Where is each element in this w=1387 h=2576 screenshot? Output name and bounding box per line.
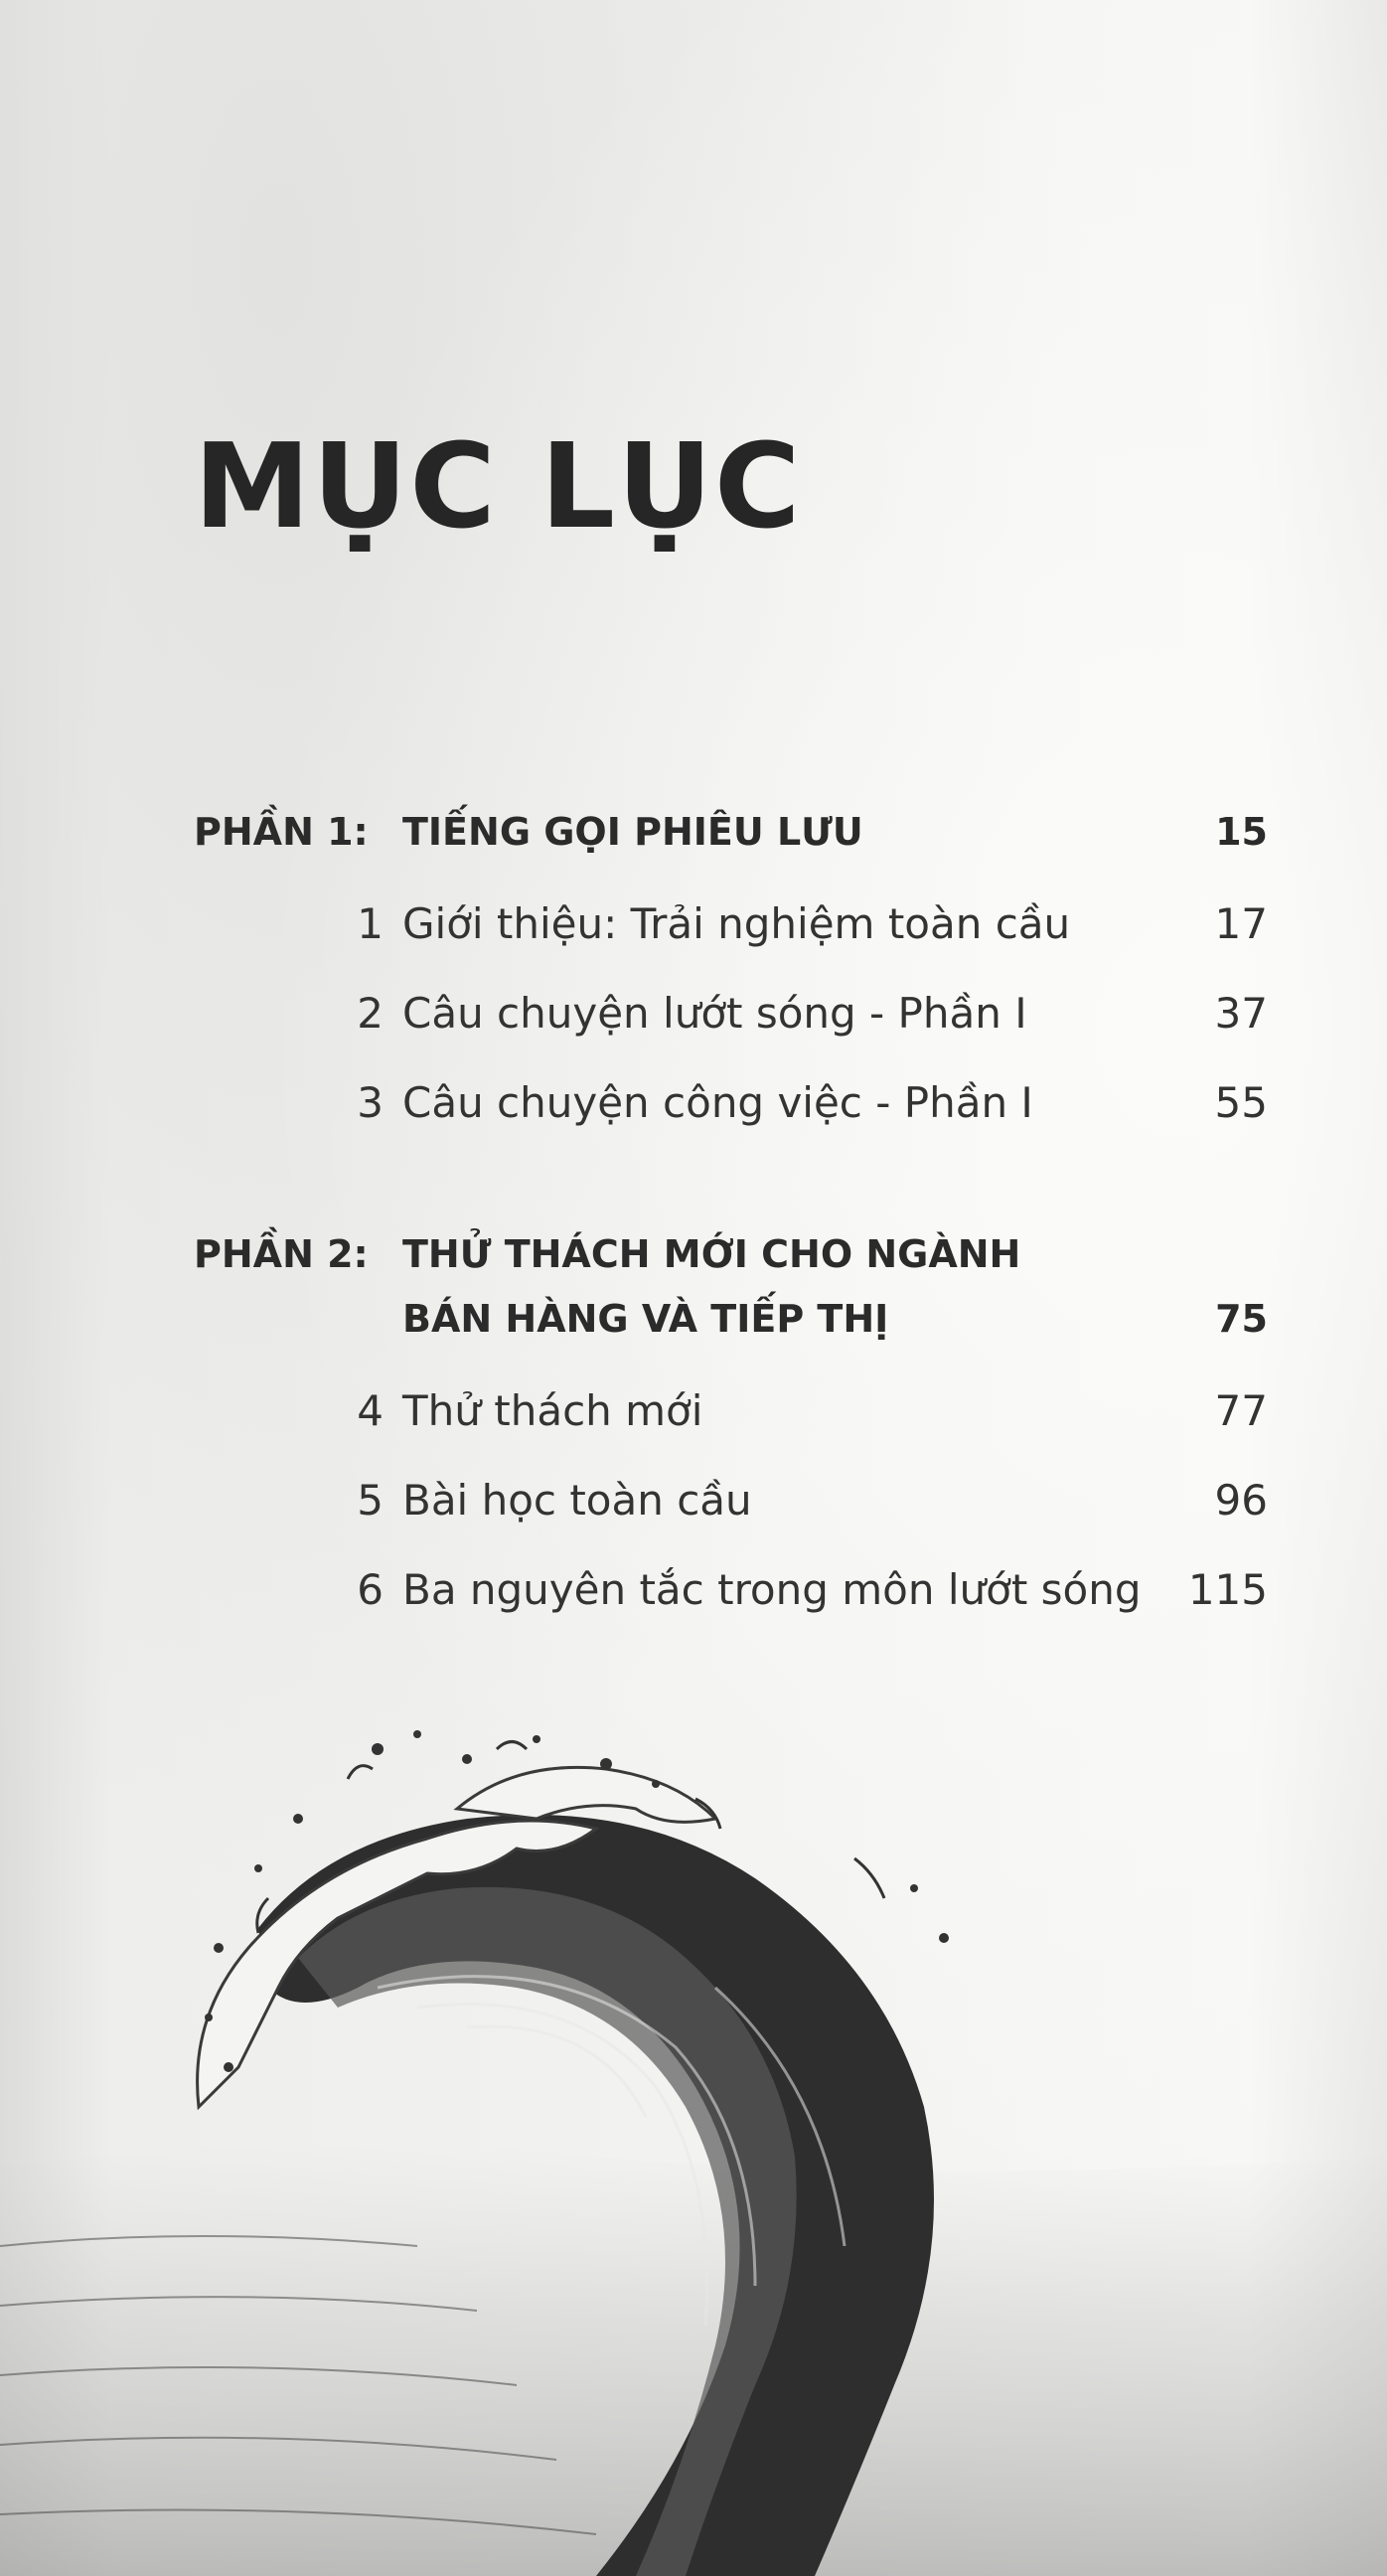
chapter-number: 1 xyxy=(357,899,384,948)
chapter-number: 3 xyxy=(357,1078,384,1127)
part-2-heading xyxy=(0,1232,1387,1302)
part-1-title: TIẾNG GỌI PHIÊU LƯU xyxy=(402,810,863,854)
chapter-title: Thử thách mới xyxy=(402,1386,703,1435)
ocean-wave-illustration xyxy=(0,1690,1387,2576)
chapter-title: Câu chuyện lướt sóng - Phần I xyxy=(402,989,1027,1038)
part-2-title-line-1: THỬ THÁCH MỚI CHO NGÀNH xyxy=(402,1232,1021,1276)
toc-entry xyxy=(0,1078,1387,1148)
part-1-page: 15 xyxy=(1215,810,1268,854)
toc-entry xyxy=(0,1476,1387,1545)
chapter-page: 115 xyxy=(1187,1565,1268,1614)
chapter-title: Bài học toàn cầu xyxy=(402,1476,752,1525)
part-1-heading xyxy=(0,810,1387,880)
chapter-page: 96 xyxy=(1214,1476,1268,1525)
chapter-title: Câu chuyện công việc - Phần I xyxy=(402,1078,1033,1127)
part-2-page: 75 xyxy=(1215,1297,1268,1341)
chapter-page: 17 xyxy=(1214,899,1268,948)
chapter-number: 5 xyxy=(357,1476,384,1525)
chapter-page: 37 xyxy=(1214,989,1268,1038)
part-2-label: PHẦN 2: xyxy=(194,1232,369,1276)
chapter-number: 6 xyxy=(357,1565,384,1614)
chapter-title: Giới thiệu: Trải nghiệm toàn cầu xyxy=(402,899,1071,948)
toc-entry xyxy=(0,899,1387,969)
toc-entry xyxy=(0,1565,1387,1635)
part-2-title-line-2: BÁN HÀNG VÀ TIẾP THỊ xyxy=(402,1297,889,1341)
chapter-number: 4 xyxy=(357,1386,384,1435)
part-1-label: PHẦN 1: xyxy=(194,810,369,854)
toc-entry xyxy=(0,1386,1387,1456)
toc-entry xyxy=(0,989,1387,1058)
chapter-title: Ba nguyên tắc trong môn lướt sóng xyxy=(402,1565,1142,1614)
part-2-heading-line-2 xyxy=(0,1297,1387,1367)
page-title: MỤC LỤC xyxy=(194,417,803,555)
chapter-page: 77 xyxy=(1214,1386,1268,1435)
chapter-page: 55 xyxy=(1214,1078,1268,1127)
chapter-number: 2 xyxy=(357,989,384,1038)
